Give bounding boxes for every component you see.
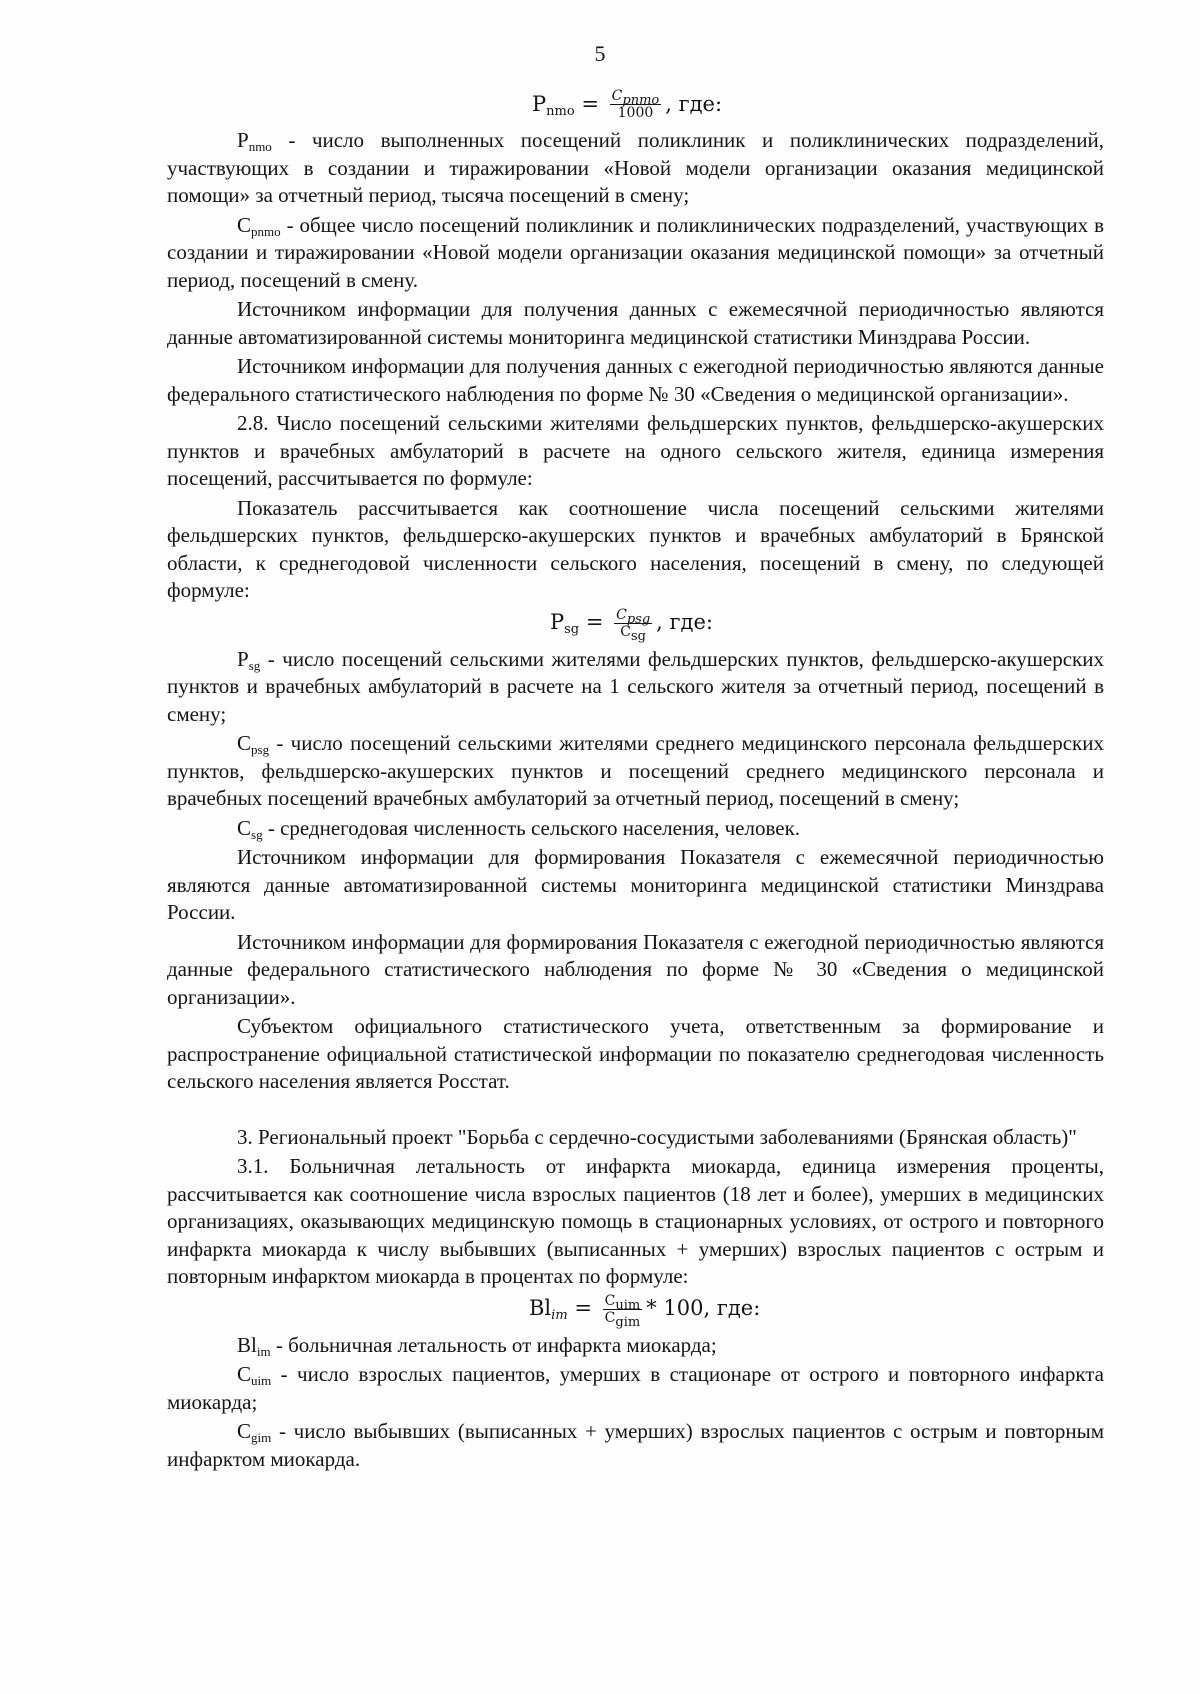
formula-suffix: , где: xyxy=(665,91,723,116)
formula-pnmo: $P_{nmo}$ = $\frac{C_{pnmo}}{1000}$ , где: xyxy=(532,88,723,121)
paragraph-3-1: 3.1. Больничная летальность от инфаркта миокарда, единица измерения проценты, рассчитывается как соотношение числа взрослых пациентов (18 лет и более), умерших в медицинских организациях, оказывающих медицинскую помощь в стационарных условиях, от острого и повторного инфаркта миокарда к числу выбывших (выписанных + умерших) взрослых пациентов с острым и повторным инфарктом миокарда в процентах по формуле: xyxy=(167,1154,1104,1288)
formula-blim: $Bl_{im}$ = $\frac{C_{uim}}{C_{gim}}$ * 100, где: xyxy=(529,1292,761,1330)
definition-cpsg: $C_{psg}$ - число посещений сельскими жителями среднего медицинского персонала фельдшерских пунктов, фельдшерско-акушерских пунктов и посещений среднего медицинского персонала и врачебных посещений врачебных амбулаторий за отчетный период, посещений в смену; xyxy=(167,731,1104,810)
formula-fraction: $\frac{C_{psg}}{C_{sg}}$ xyxy=(616,606,651,644)
formula-fraction: $\frac{C_{uim}}{C_{gim}}$ xyxy=(604,1292,641,1330)
paragraph-source-monthly-2: Источником информации для формирования Показателя с ежемесячной периодичностью являются данные автоматизированной системы мониторинга медицинской статистики Минздрава России. xyxy=(167,845,1104,924)
paragraph-source-yearly: Источником информации для получения данных с ежегодной периодичностью являются данные федерального статистического наблюдения по форме № 30 «Сведения о медицинской организации». xyxy=(167,354,1104,406)
formula-psg: $P_{sg}$ = $\frac{C_{psg}}{C_{sg}}$ , где: xyxy=(550,606,713,644)
page-content xyxy=(167,88,1104,1475)
paragraph-source-yearly-2: Источником информации для формирования Показателя с ежегодной периодичностью являются данные федерального статистического наблюдения по форме № 30 «Сведения о медицинской организации». xyxy=(167,929,1104,1009)
formula-lhs: P xyxy=(532,91,547,116)
definition-pnmo: $P_{nmo}$ - число выполненных посещений поликлиник и поликлинических подразделений, участвующих в создании и тиражировании «Новой модели организации оказания медицинской помощи» за отчетный период, тысяча посещений в смену; xyxy=(167,128,1104,207)
paragraph-subject: Субъектом официального статистического учета, ответственным за формирование и распространение официальной статистической информации по показателю среднегодовая численность сельского населения является Росстат. xyxy=(167,1014,1104,1093)
formula-lhs-sub: nmo xyxy=(546,103,575,119)
formula-fraction: $\frac{C_{pnmo}}{1000}$ xyxy=(611,88,660,121)
page-number: 5 xyxy=(594,41,606,66)
paragraph-indicator: Показатель рассчитывается как соотношение числа посещений сельскими жителями фельдшерских пунктов, фельдшерско-акушерских пунктов и врачебных амбулаторий в Брянской области, к среднегодовой численности сельского населения, посещений в смену, по следующей формуле: xyxy=(167,495,1104,602)
definition-cpnmo: $C_{pnmo}$ - общее число посещений поликлиник и поликлинических подразделений, участвующих в создании и тиражировании «Новой модели организации оказания медицинской помощи» за отчетный период, посещений в смену. xyxy=(167,212,1104,292)
definition-psg: $P_{sg}$ - число посещений сельскими жителями фельдшерских пунктов, фельдшерско-акушерских пунктов и врачебных амбулаторий в расчете на 1 сельского жителя за отчетный период, посещений в смену; xyxy=(167,646,1104,726)
definition-csg: $C_{sg}$ - среднегодовая численность сельского населения, человек. xyxy=(237,815,801,842)
paragraph-source-monthly: Источником информации для получения данных с ежемесячной периодичностью являются данные автоматизированной системы мониторинга медицинской статистики Минздрава России. xyxy=(167,297,1104,349)
definition-blim: $Bl_{im}$ - больничная летальность от инфаркта миокарда; xyxy=(237,1332,717,1359)
section-heading-3: 3. Региональный проект "Борьба с сердечно-сосудистыми заболеваниями (Брянская область)" xyxy=(237,1124,1077,1149)
definition-cuim: $C_{uim}$ - число взрослых пациентов, умерших в стационаре от острого и повторного инфаркта миокарда; xyxy=(167,1362,1104,1414)
definition-cgim: $C_{gim}$ - число выбывших (выписанных + умерших) взрослых пациентов с острым и повторным инфарктом миокарда. xyxy=(167,1419,1104,1471)
paragraph-2-8: 2.8. Число посещений сельскими жителями фельдшерских пунктов, фельдшерско-акушерских пунктов и врачебных амбулаторий в расчете на одного сельского жителя, единица измерения посещений, рассчитывается по формуле: xyxy=(167,411,1104,490)
